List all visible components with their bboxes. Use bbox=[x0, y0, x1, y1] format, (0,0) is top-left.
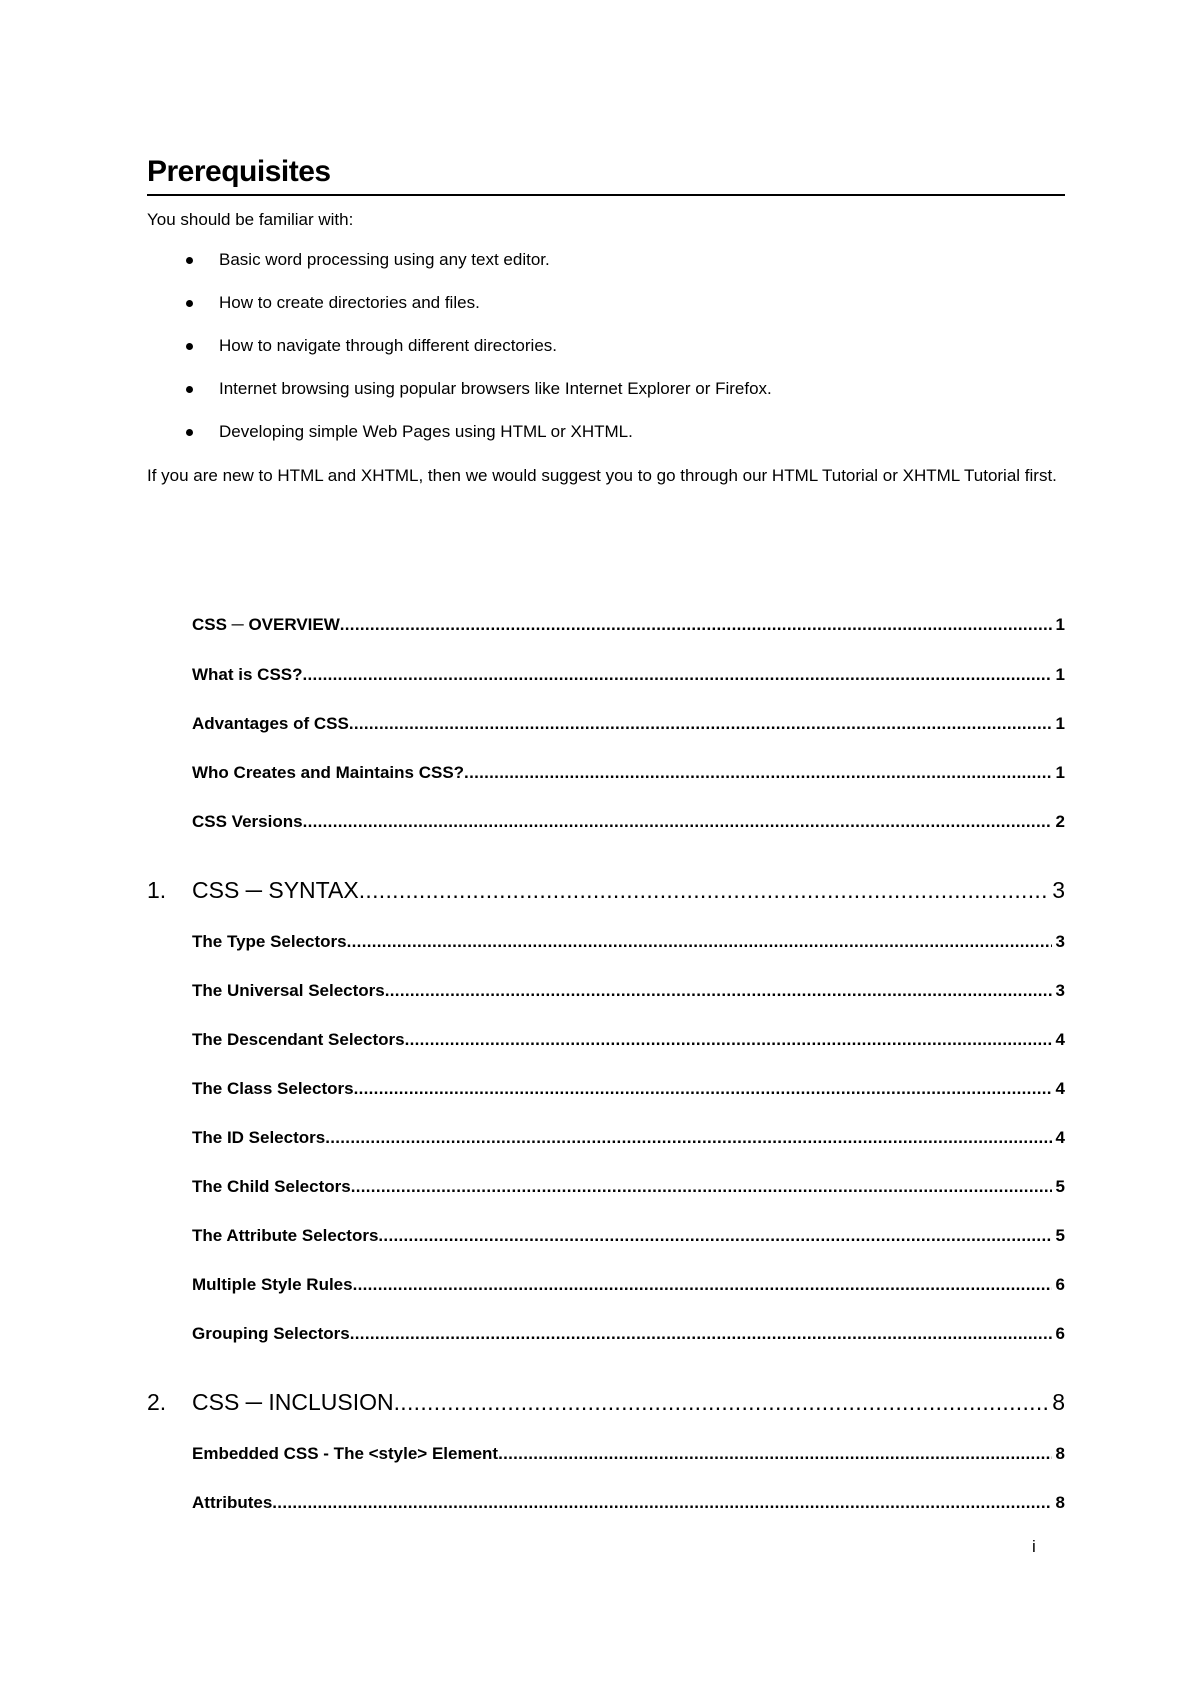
toc-entry-page: 1 bbox=[1055, 714, 1065, 733]
toc-entry[interactable] bbox=[147, 1224, 1065, 1248]
toc-dot-leader bbox=[340, 613, 1052, 637]
toc-entry[interactable] bbox=[147, 810, 1065, 834]
list-item bbox=[147, 291, 1065, 334]
bullet-icon bbox=[186, 429, 193, 436]
toc-entry[interactable] bbox=[147, 1322, 1065, 1346]
toc-entry-page: 3 bbox=[1055, 932, 1065, 951]
toc-entry[interactable] bbox=[147, 613, 1065, 637]
toc-entry[interactable] bbox=[147, 1491, 1065, 1515]
toc-entry-page: 4 bbox=[1055, 1030, 1065, 1049]
toc-entry-page: 1 bbox=[1055, 615, 1065, 634]
toc-entry[interactable] bbox=[147, 930, 1065, 954]
toc-entry-number: 2. bbox=[147, 1389, 167, 1415]
toc-entry-title: Attributes bbox=[192, 1493, 273, 1512]
toc-dot-leader bbox=[303, 663, 1052, 687]
toc-entry-page: 4 bbox=[1055, 1079, 1065, 1098]
toc-entry-page: 8 bbox=[1052, 1389, 1065, 1415]
list-item-text: Basic word processing using any text editor. bbox=[219, 250, 550, 269]
toc-entry[interactable] bbox=[147, 1028, 1065, 1052]
toc-entry-title: The Child Selectors bbox=[192, 1177, 351, 1196]
toc-dot-leader bbox=[350, 1322, 1052, 1346]
toc-entry-page: 6 bbox=[1055, 1275, 1065, 1294]
toc-entry-title: Grouping Selectors bbox=[192, 1324, 350, 1343]
prerequisites-note: If you are new to HTML and XHTML, then we would suggest you to go through our HTML Tutorial or XHTML Tutorial first. bbox=[147, 466, 1057, 485]
bullet-icon bbox=[186, 257, 193, 264]
list-item bbox=[147, 420, 1065, 463]
toc-entry-title: CSS ─ OVERVIEW bbox=[192, 615, 340, 634]
list-item-text: Developing simple Web Pages using HTML or XHTML. bbox=[219, 422, 633, 441]
toc-entry[interactable] bbox=[147, 663, 1065, 687]
toc-entry-title: The Universal Selectors bbox=[192, 981, 385, 1000]
bullet-icon bbox=[186, 300, 193, 307]
list-item bbox=[147, 334, 1065, 377]
toc-entry-page: 8 bbox=[1055, 1444, 1065, 1463]
toc-dot-leader bbox=[354, 1077, 1052, 1101]
toc-entry[interactable] bbox=[147, 1442, 1065, 1466]
toc-entry-title: Embedded CSS - The <style> Element bbox=[192, 1444, 499, 1463]
toc-dot-leader bbox=[378, 1224, 1051, 1248]
toc-entry[interactable] bbox=[147, 979, 1065, 1003]
toc-entry-page: 5 bbox=[1055, 1177, 1065, 1196]
list-item-text: How to navigate through different directories. bbox=[219, 336, 557, 355]
toc-entry-page: 6 bbox=[1055, 1324, 1065, 1343]
toc-entry-title: Who Creates and Maintains CSS? bbox=[192, 763, 465, 782]
toc-dot-leader bbox=[464, 761, 1051, 785]
toc-dot-leader bbox=[347, 930, 1052, 954]
toc-entry-title: Multiple Style Rules bbox=[192, 1275, 353, 1294]
prerequisites-heading: Prerequisites bbox=[147, 152, 1065, 196]
toc-entry-title: CSS ─ SYNTAX bbox=[192, 877, 359, 903]
prerequisites-intro: You should be familiar with: bbox=[147, 210, 354, 229]
toc-entry-page: 1 bbox=[1055, 763, 1065, 782]
toc-entry-page: 5 bbox=[1055, 1226, 1065, 1245]
list-item-text: Internet browsing using popular browsers like Internet Explorer or Firefox. bbox=[219, 379, 772, 398]
toc-entry-title: Advantages of CSS bbox=[192, 714, 349, 733]
toc-entry[interactable] bbox=[147, 1175, 1065, 1199]
toc-entry-title: What is CSS? bbox=[192, 665, 303, 684]
toc-entry-title: The Attribute Selectors bbox=[192, 1226, 379, 1245]
bullet-icon bbox=[186, 386, 193, 393]
toc-entry-title: The Type Selectors bbox=[192, 932, 347, 951]
toc-entry[interactable] bbox=[147, 712, 1065, 736]
toc-entry-title: The Descendant Selectors bbox=[192, 1030, 405, 1049]
toc-entry[interactable] bbox=[147, 1077, 1065, 1101]
toc-entry-title: CSS ─ INCLUSION bbox=[192, 1389, 394, 1415]
toc-entry-page: 1 bbox=[1055, 665, 1065, 684]
toc-dot-leader bbox=[385, 979, 1052, 1003]
toc-dot-leader bbox=[351, 1175, 1052, 1199]
toc-dot-leader bbox=[325, 1126, 1051, 1150]
toc-entry-page: 3 bbox=[1055, 981, 1065, 1000]
toc-dot-leader bbox=[353, 1273, 1052, 1297]
toc-entry-title: The Class Selectors bbox=[192, 1079, 354, 1098]
toc-entry[interactable] bbox=[147, 761, 1065, 785]
toc-dot-leader bbox=[498, 1442, 1051, 1466]
toc-entry-page: 3 bbox=[1052, 877, 1065, 903]
list-item-text: How to create directories and files. bbox=[219, 293, 480, 312]
toc-entry-page: 2 bbox=[1055, 812, 1065, 831]
toc-chapter-entry[interactable] bbox=[147, 1387, 1065, 1417]
prerequisites-list bbox=[147, 248, 1065, 463]
toc-chapter-entry[interactable] bbox=[147, 875, 1065, 905]
toc-dot-leader bbox=[405, 1028, 1052, 1052]
list-item bbox=[147, 248, 1065, 291]
toc-entry-title: The ID Selectors bbox=[192, 1128, 326, 1147]
bullet-icon bbox=[186, 343, 193, 350]
page-number: i bbox=[1032, 1537, 1036, 1556]
toc-entry-number: 1. bbox=[147, 877, 167, 903]
list-item bbox=[147, 377, 1065, 420]
toc-dot-leader bbox=[272, 1491, 1051, 1515]
toc-entry[interactable] bbox=[147, 1126, 1065, 1150]
toc-dot-leader bbox=[359, 875, 1049, 905]
toc-dot-leader bbox=[349, 712, 1052, 736]
toc-entry[interactable] bbox=[147, 1273, 1065, 1297]
toc-dot-leader bbox=[394, 1387, 1049, 1417]
toc-dot-leader bbox=[303, 810, 1052, 834]
toc-entry-title: CSS Versions bbox=[192, 812, 303, 831]
toc-entry-page: 4 bbox=[1055, 1128, 1065, 1147]
toc-entry-page: 8 bbox=[1055, 1493, 1065, 1512]
